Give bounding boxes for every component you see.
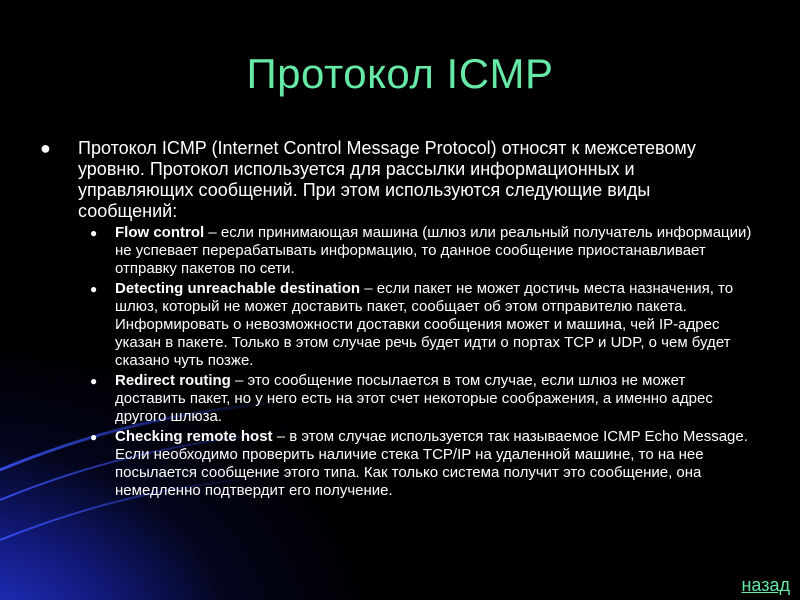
list-item <box>90 224 760 278</box>
bullet-icon: ● <box>90 374 98 388</box>
item-term: Checking remote host <box>115 428 273 445</box>
item-description: – это сообщение посылается в том случае, если шлюз не может доставить пакет, но у него есть на этот счет некоторые соображения, а именно адрес другого шлюза. <box>115 372 713 425</box>
item-term: Flow control <box>115 224 205 241</box>
back-link[interactable]: назад <box>741 575 790 595</box>
item-description: – если пакет не может достичь места назначения, то шлюз, который не может доставить пакет, сообщает об этом отправителю пакета. Информировать о невозможности доставки сообщения может и машина, чей IP-адрес указан в пакете. Только в этом случае речь будет идти о портах TCP и UDP, о чем будет сказано чуть позже. <box>115 280 734 369</box>
item-term: Detecting unreachable destination <box>115 280 361 297</box>
item-description: – в этом случае используется так называемое ICMP Echo Message. Если необходимо проверить наличие стека TCP/IP на удаленной машине, то на нее посылается сообщение этого типа. Как только система получит это сообщение, она немедленно подтвердит его получение. <box>115 428 748 499</box>
intro-paragraph <box>40 138 760 222</box>
list-item <box>90 428 760 500</box>
bullet-icon: ● <box>90 226 98 240</box>
item-description: – если принимающая машина (шлюз или реальный получатель информации) не успевает перерабатывать информацию, то данное сообщение приостанавливает отправку пакетов по сети. <box>115 224 752 277</box>
list-item <box>90 280 760 370</box>
message-types-list <box>90 224 760 500</box>
bullet-icon: ● <box>40 138 51 158</box>
slide-content <box>40 138 760 502</box>
item-term: Redirect routing <box>115 372 231 389</box>
intro-text: Протокол ICMP (Internet Control Message Protocol) относят к межсетевому уровню. Протокол используется для рассылки информационных и управляющих сообщений. При этом используются следующие виды сообщений: <box>78 138 696 221</box>
list-item <box>90 372 760 426</box>
bullet-icon: ● <box>90 430 98 444</box>
slide-title: Протокол ICMP <box>246 50 554 97</box>
bullet-icon: ● <box>90 282 98 296</box>
